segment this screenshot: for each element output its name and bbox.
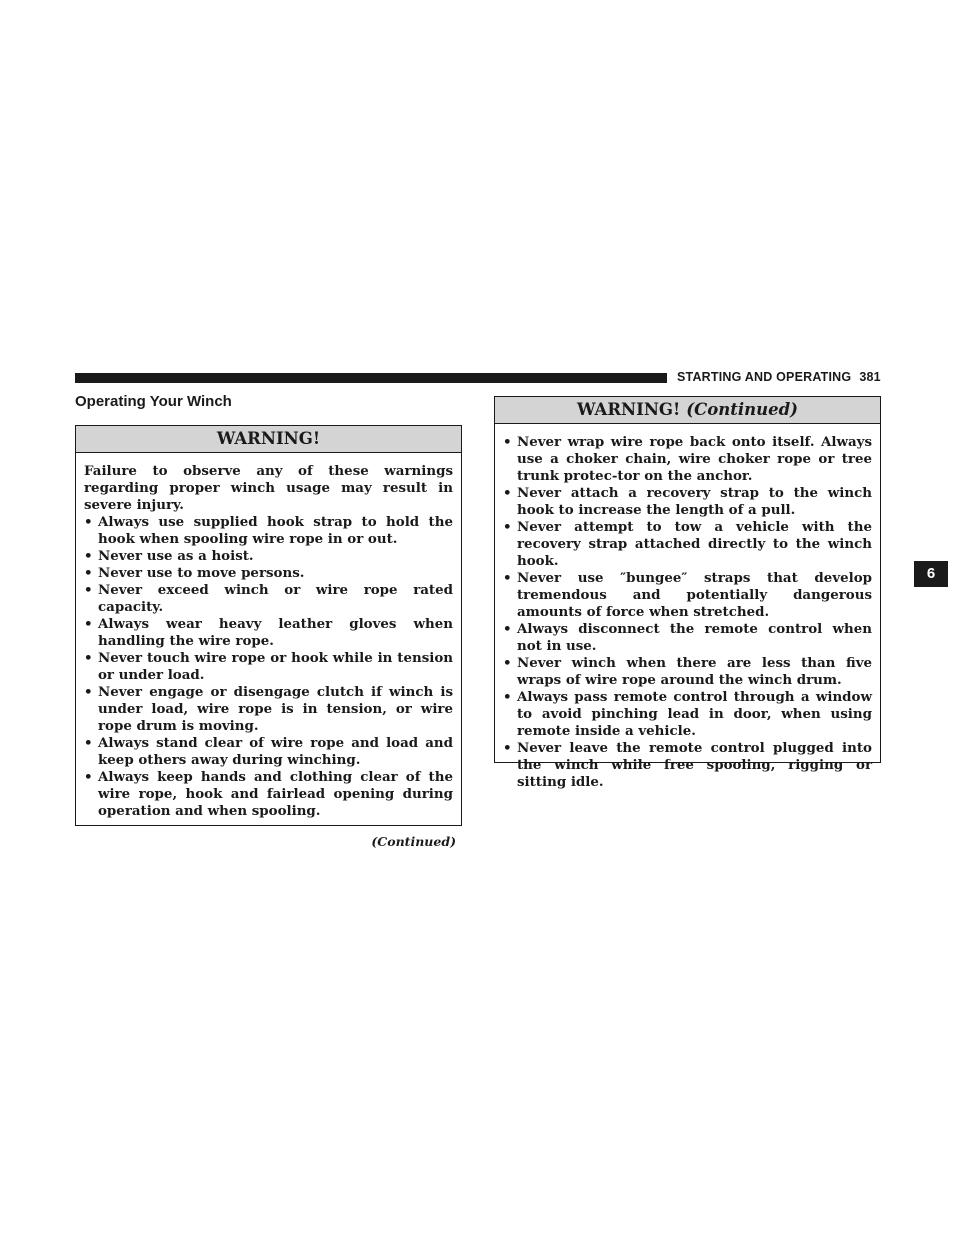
warning-intro: Failure to observe any of these warnings regarding proper winch usage may result in severe injury. — [84, 463, 453, 513]
bullet-icon: • — [84, 650, 93, 666]
warning-item — [503, 689, 872, 740]
warning-list — [503, 434, 872, 791]
warning-item — [503, 740, 872, 791]
continued-note: (Continued) — [371, 834, 456, 849]
warning-item-text: Never touch wire rope or hook while in tension or under load. — [98, 650, 453, 683]
warning-list — [84, 514, 453, 820]
warning-item-text: Never use ″bungee″ straps that develop tremendous and potentially dangerous amounts of force when stretched. — [517, 570, 872, 620]
bullet-icon: • — [84, 582, 93, 598]
chapter-tab[interactable]: 6 — [914, 561, 948, 587]
bullet-icon: • — [84, 514, 93, 530]
running-header-section: STARTING AND OPERATING — [677, 370, 852, 384]
running-header — [677, 370, 881, 384]
warning-item — [503, 621, 872, 655]
warning-item-text: Always use supplied hook strap to hold the hook when spooling wire rope in or out. — [98, 514, 453, 547]
warning-item — [84, 582, 453, 616]
warning-item-text: Never use to move persons. — [98, 565, 305, 581]
warning-header — [76, 426, 461, 453]
warning-item-text: Never winch when there are less than five wraps of wire rope around the winch drum. — [517, 655, 872, 688]
warning-item — [503, 655, 872, 689]
warning-item-text: Never wrap wire rope back onto itself. Always use a choker chain, wire choker rope or tree trunk protec-tor on the anchor. — [517, 434, 872, 484]
bullet-icon: • — [84, 616, 93, 632]
warning-item — [503, 434, 872, 485]
bullet-icon: • — [84, 565, 93, 581]
warning-title: WARNING! — [216, 429, 321, 448]
warning-item-text: Always keep hands and clothing clear of the wire rope, hook and fairlead opening during operation and when spooling. — [98, 769, 453, 819]
warning-item — [84, 684, 453, 735]
warning-item — [503, 519, 872, 570]
warning-item-text: Never use as a hoist. — [98, 548, 254, 564]
warning-item — [84, 616, 453, 650]
warning-body — [495, 424, 880, 791]
section-title: Operating Your Winch — [75, 393, 232, 410]
bullet-icon: • — [503, 621, 512, 637]
warning-item-text: Always pass remote control through a window to avoid pinching lead in door, when using remote inside a vehicle. — [517, 689, 872, 739]
warning-item — [503, 570, 872, 621]
bullet-icon: • — [503, 519, 512, 535]
warning-item-text: Never attempt to tow a vehicle with the recovery strap attached directly to the winch hook. — [517, 519, 872, 569]
bullet-icon: • — [503, 655, 512, 671]
warning-box — [75, 425, 462, 826]
bullet-icon: • — [503, 434, 512, 450]
page-number: 381 — [859, 370, 881, 384]
bullet-icon: • — [84, 769, 93, 785]
bullet-icon: • — [84, 684, 93, 700]
warning-item — [84, 735, 453, 769]
warning-header-continued — [495, 397, 880, 424]
warning-item — [84, 650, 453, 684]
warning-item — [503, 485, 872, 519]
warning-item — [84, 514, 453, 548]
warning-item-text: Always wear heavy leather gloves when handling the wire rope. — [98, 616, 453, 649]
warning-item — [84, 769, 453, 820]
bullet-icon: • — [503, 485, 512, 501]
bullet-icon: • — [503, 570, 512, 586]
warning-title: WARNING! — [577, 400, 681, 419]
bullet-icon: • — [503, 740, 512, 756]
warning-item — [84, 565, 453, 582]
warning-item-text: Always stand clear of wire rope and load and keep others away during winching. — [98, 735, 453, 768]
warning-body — [76, 453, 461, 820]
bullet-icon: • — [84, 548, 93, 564]
bullet-icon: • — [503, 689, 512, 705]
warning-item-text: Never engage or disengage clutch if winch is under load, wire rope is in tension, or wire rope drum is moving. — [98, 684, 453, 734]
warning-item-text: Never leave the remote control plugged into the winch while free spooling, rigging or sitting idle. — [517, 740, 872, 790]
warning-item-text: Never exceed winch or wire rope rated capacity. — [98, 582, 453, 615]
header-rule — [75, 373, 667, 383]
warning-item — [84, 548, 453, 565]
warning-item-text: Never attach a recovery strap to the winch hook to increase the length of a pull. — [517, 485, 872, 518]
warning-continued-box — [494, 396, 881, 790]
bullet-icon: • — [84, 735, 93, 751]
warning-item-text: Always disconnect the remote control when not in use. — [517, 621, 872, 654]
warning-title-continued: (Continued) — [686, 400, 798, 419]
